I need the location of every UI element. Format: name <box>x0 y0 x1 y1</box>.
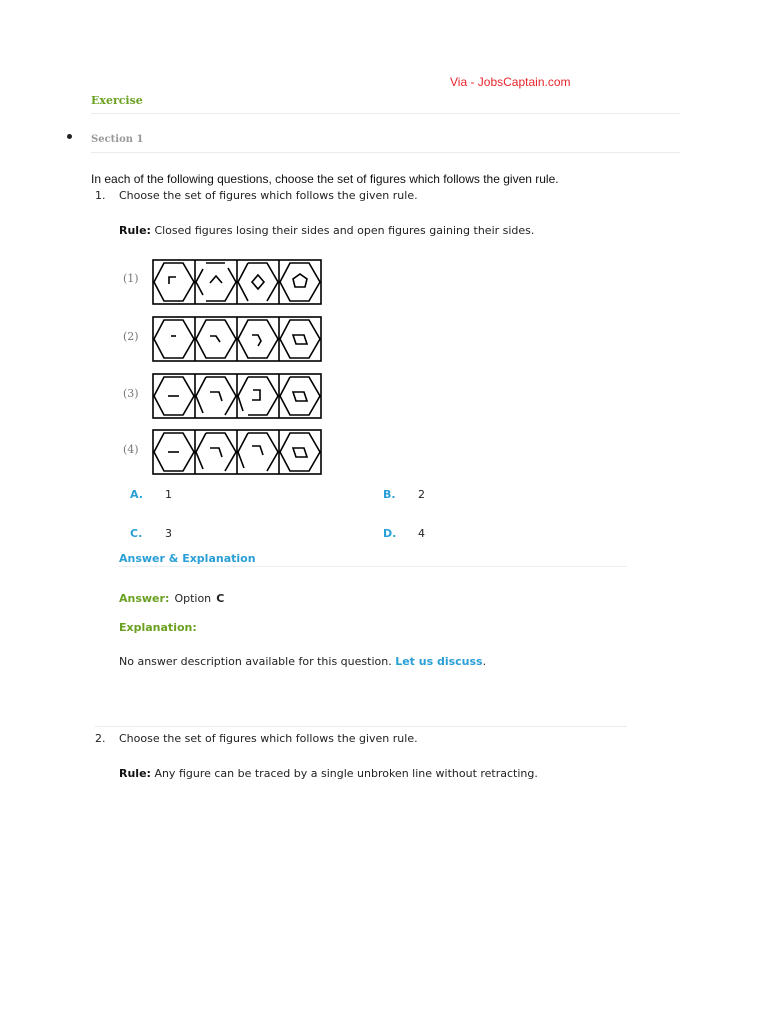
figure-set-1 <box>152 259 322 305</box>
answer-explanation-toggle[interactable]: Answer & Explanation <box>119 552 256 565</box>
exercise-heading: Exercise <box>91 94 143 107</box>
figure-label: (3) <box>123 387 139 400</box>
rule-text <box>119 767 538 780</box>
figure-set-3 <box>152 373 322 419</box>
discuss-link[interactable]: Let us discuss <box>395 655 483 668</box>
answer-label: Answer: <box>119 592 170 605</box>
section-heading: Section 1 <box>91 134 144 145</box>
divider <box>91 152 680 153</box>
question-number: 1. <box>95 189 106 202</box>
question-text: Choose the set of figures which follows the given rule. <box>119 732 418 745</box>
question-number: 2. <box>95 732 106 745</box>
figure-label: (2) <box>123 330 139 343</box>
explanation-label: Explanation: <box>119 621 197 634</box>
rule-description: Closed figures losing their sides and open figures gaining their sides. <box>154 224 535 237</box>
bullet-icon <box>67 134 72 139</box>
figure-label: (4) <box>123 443 139 456</box>
divider <box>95 726 627 727</box>
divider <box>91 113 680 114</box>
answer-value: C <box>216 592 225 605</box>
answer-line <box>119 587 224 606</box>
choice-b-label[interactable]: B. <box>383 488 396 501</box>
choice-c-value[interactable]: 3 <box>165 527 172 540</box>
choice-d-value[interactable]: 4 <box>418 527 425 540</box>
rule-description: Any figure can be traced by a single unbroken line without retracting. <box>154 767 538 780</box>
figure-label: (1) <box>123 272 139 285</box>
rule-label: Rule: <box>119 767 151 780</box>
answer-prefix: Option <box>174 592 212 605</box>
figure-set-4 <box>152 429 322 475</box>
choice-a-value[interactable]: 1 <box>165 488 172 501</box>
period: . <box>482 655 487 668</box>
choice-a-label[interactable]: A. <box>130 488 143 501</box>
rule-text <box>119 224 534 237</box>
figure-set-2 <box>152 316 322 362</box>
explanation-text <box>119 655 486 668</box>
choice-b-value[interactable]: 2 <box>418 488 425 501</box>
choice-c-label[interactable]: C. <box>130 527 143 540</box>
no-description-text: No answer description available for this question. <box>119 655 392 668</box>
source-credit: Via - JobsCaptain.com <box>450 75 571 89</box>
rule-label: Rule: <box>119 224 151 237</box>
question-text: Choose the set of figures which follows the given rule. <box>119 189 418 202</box>
choice-d-label[interactable]: D. <box>383 527 397 540</box>
divider <box>119 566 627 567</box>
instructions-text: In each of the following questions, choose the set of figures which follows the given rule. <box>91 172 559 186</box>
